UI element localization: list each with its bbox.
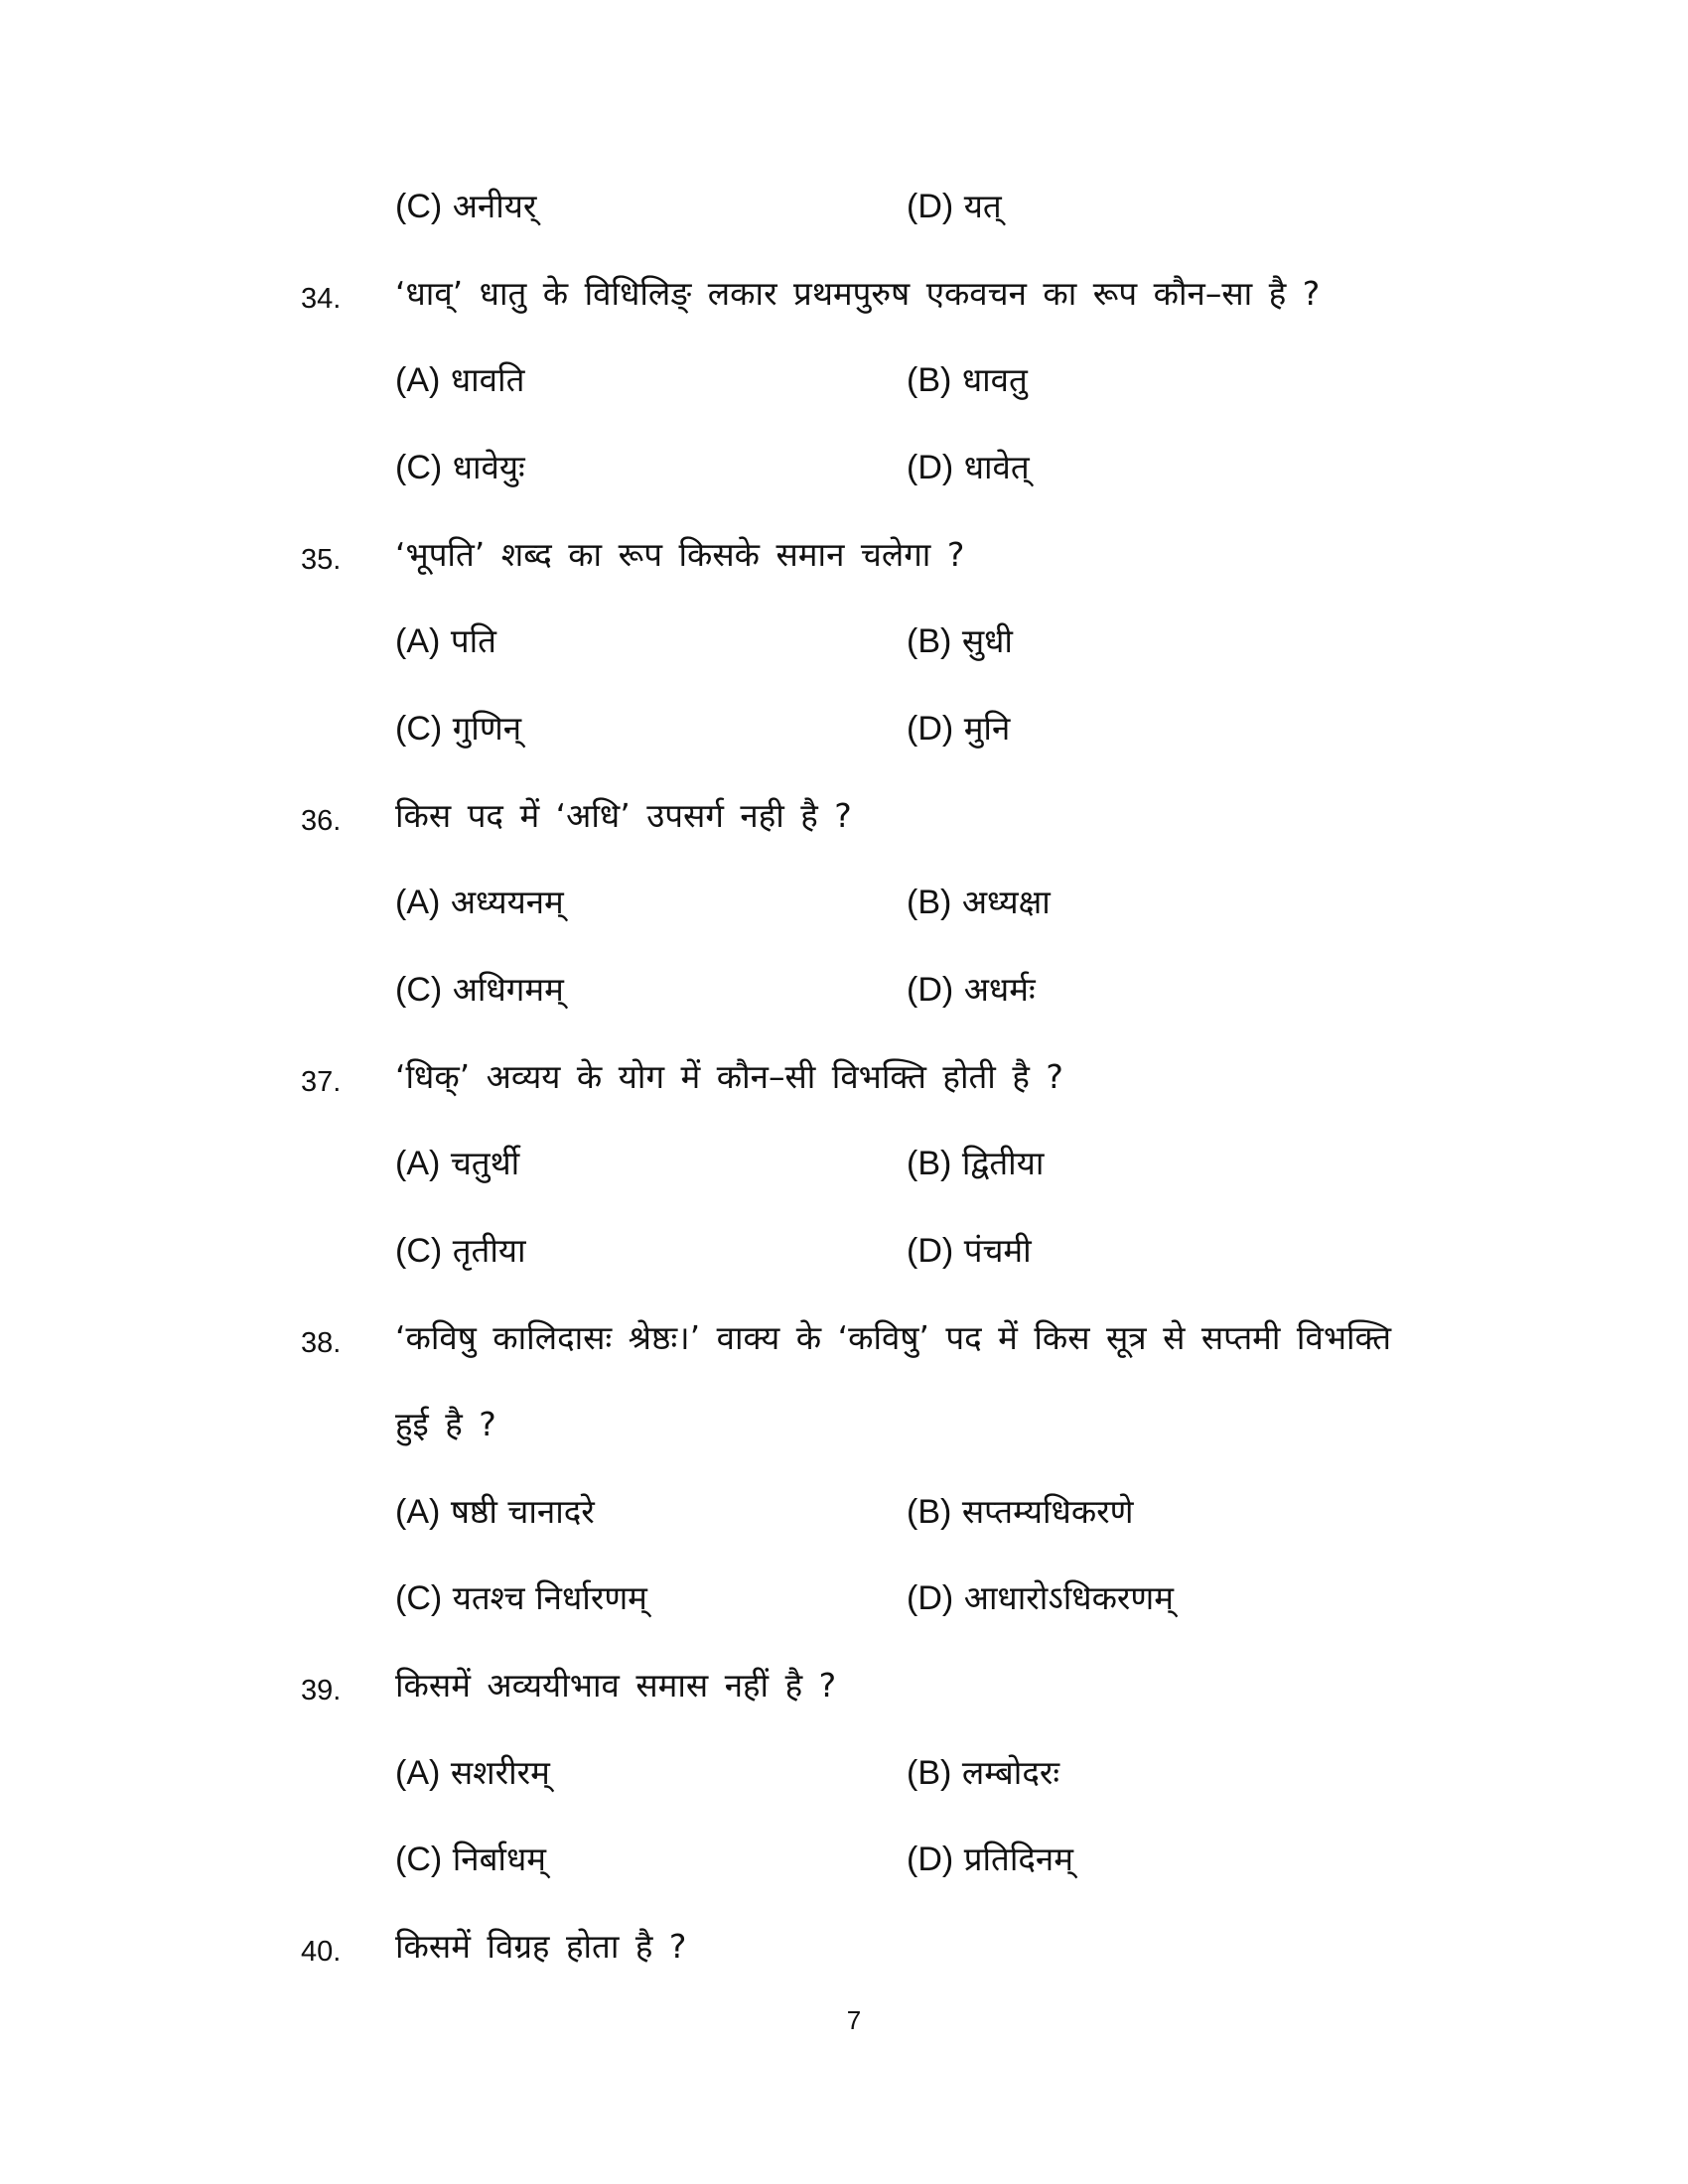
options-row-ab <box>0 1748 1688 1808</box>
option-label: (D) <box>907 449 954 486</box>
question-number: 39. <box>301 1675 342 1706</box>
option-text: षष्ठी चानादरे <box>450 1492 595 1531</box>
option-label: (B) <box>907 1493 952 1531</box>
option-label: (C) <box>395 1232 443 1270</box>
option-text: चतुर्थी <box>450 1144 520 1182</box>
question-number: 37. <box>301 1066 342 1098</box>
options-row-ab <box>0 616 1688 676</box>
option-a <box>395 878 564 927</box>
option-text: यत् <box>963 187 1002 225</box>
option-label: (C) <box>395 1579 443 1617</box>
option-text: सप्तम्यधिकरणे <box>961 1492 1134 1531</box>
options-row-cd <box>0 1573 1688 1633</box>
question-text: किसमें अव्ययीभाव समास नहीं है ? <box>395 1666 837 1705</box>
option-label: (A) <box>395 1493 441 1531</box>
option-a <box>395 616 496 666</box>
option-text: पंचमी <box>963 1231 1032 1270</box>
option-b <box>907 616 1013 666</box>
option-d <box>907 704 1010 753</box>
option-label: (C) <box>395 188 443 225</box>
option-d <box>907 182 1002 231</box>
option-b <box>907 878 1051 927</box>
option-a <box>395 1487 595 1537</box>
option-text: मुनि <box>963 709 1011 748</box>
option-c <box>395 1226 526 1276</box>
option-text: लम्बोदरः <box>961 1753 1060 1792</box>
options-row-ab <box>0 355 1688 415</box>
option-a <box>395 1139 519 1188</box>
option-d <box>907 1226 1032 1276</box>
question-35 <box>0 530 1688 590</box>
option-text: धावेयुः <box>452 448 525 486</box>
question-text: ‘कविषु कालिदासः श्रेष्ठः।’ वाक्य के ‘कविषु’ पद में किस सूत्र से सप्तमी विभक्ति <box>395 1318 1392 1357</box>
question-number: 36. <box>301 805 342 837</box>
option-a <box>395 355 524 405</box>
options-row-ab <box>0 1139 1688 1198</box>
option-b <box>907 1487 1134 1537</box>
question-text: किस पद में ‘अधि’ उपसर्ग नही है ? <box>395 796 852 835</box>
option-c <box>395 704 521 753</box>
option-b <box>907 1139 1044 1188</box>
question-text: ‘भूपति’ शब्द का रूप किसके समान चलेगा ? <box>395 535 965 574</box>
option-c <box>395 1573 647 1623</box>
option-text: पति <box>450 621 496 660</box>
option-label: (B) <box>907 622 952 660</box>
option-label: (D) <box>907 1232 954 1270</box>
option-b <box>907 355 1028 405</box>
question-text-continued: हुई है ? <box>395 1405 496 1443</box>
option-text: धावेत् <box>963 448 1030 486</box>
option-text: अनीयर् <box>452 187 537 225</box>
option-label: (A) <box>395 1754 441 1792</box>
options-row-cd <box>0 1835 1688 1894</box>
option-label: (C) <box>395 971 443 1009</box>
option-c <box>395 443 525 492</box>
question-number: 38. <box>301 1327 342 1359</box>
option-text: यतश्च निर्धारणम् <box>452 1578 647 1617</box>
option-label: (A) <box>395 1145 441 1182</box>
option-text: प्रतिदिनम् <box>963 1840 1073 1878</box>
question-number: 34. <box>301 283 342 315</box>
option-a <box>395 1748 550 1798</box>
option-d <box>907 1573 1174 1623</box>
options-row-cd <box>0 443 1688 502</box>
question-36 <box>0 791 1688 851</box>
option-text: अध्यक्षा <box>961 883 1051 921</box>
options-row-cd <box>0 704 1688 763</box>
options-row-ab <box>0 1487 1688 1547</box>
option-b <box>907 1748 1059 1798</box>
option-label: (B) <box>907 1754 952 1792</box>
option-label: (B) <box>907 361 952 399</box>
option-c <box>395 182 536 231</box>
option-label: (D) <box>907 1841 954 1878</box>
question-number: 40. <box>301 1936 342 1968</box>
option-text: अधर्मः <box>963 970 1036 1009</box>
option-d <box>907 1835 1073 1884</box>
option-text: अधिगमम् <box>452 970 564 1009</box>
options-row-cd <box>0 965 1688 1024</box>
question-38-continuation <box>0 1400 1688 1459</box>
options-row-ab <box>0 878 1688 937</box>
option-text: सशरीरम् <box>450 1753 550 1792</box>
question-40 <box>0 1922 1688 1981</box>
option-d <box>907 443 1030 492</box>
question-38 <box>0 1313 1688 1373</box>
option-label: (D) <box>907 710 954 748</box>
option-label: (A) <box>395 622 441 660</box>
question-34 <box>0 269 1688 329</box>
options-row-cd <box>0 1226 1688 1286</box>
question-37 <box>0 1052 1688 1112</box>
option-label: (D) <box>907 1579 954 1617</box>
option-d <box>907 965 1036 1015</box>
option-text: निर्बाधम् <box>452 1840 546 1878</box>
option-text: गुणिन् <box>452 709 522 748</box>
option-c <box>395 965 564 1015</box>
question-39 <box>0 1661 1688 1720</box>
option-label: (A) <box>395 361 441 399</box>
option-text: अध्ययनम् <box>450 883 564 921</box>
option-c <box>395 1835 546 1884</box>
option-text: आधारोऽधिकरणम् <box>963 1578 1175 1617</box>
option-label: (C) <box>395 1841 443 1878</box>
option-text: धावति <box>450 360 525 399</box>
question-number: 35. <box>301 544 342 576</box>
option-label: (C) <box>395 710 443 748</box>
option-text: द्वितीया <box>961 1144 1045 1182</box>
question-text: ‘धाव्’ धातु के विधिलिङ् लकार प्रथमपुरुष एकवचन का रूप कौन–सा है ? <box>395 274 1321 313</box>
question-text: ‘धिक्’ अव्यय के योग में कौन–सी विभक्ति होती है ? <box>395 1057 1063 1096</box>
options-row-cd-q33 <box>0 182 1688 241</box>
page-number: 7 <box>846 2005 862 2035</box>
option-text: सुधी <box>961 621 1013 660</box>
option-label: (A) <box>395 884 441 921</box>
option-label: (C) <box>395 449 443 486</box>
option-label: (D) <box>907 188 954 225</box>
option-label: (B) <box>907 1145 952 1182</box>
question-text: किसमें विग्रह होता है ? <box>395 1927 687 1966</box>
option-text: धावतु <box>961 360 1028 399</box>
option-text: तृतीया <box>452 1231 526 1270</box>
option-label: (B) <box>907 884 952 921</box>
option-label: (D) <box>907 971 954 1009</box>
